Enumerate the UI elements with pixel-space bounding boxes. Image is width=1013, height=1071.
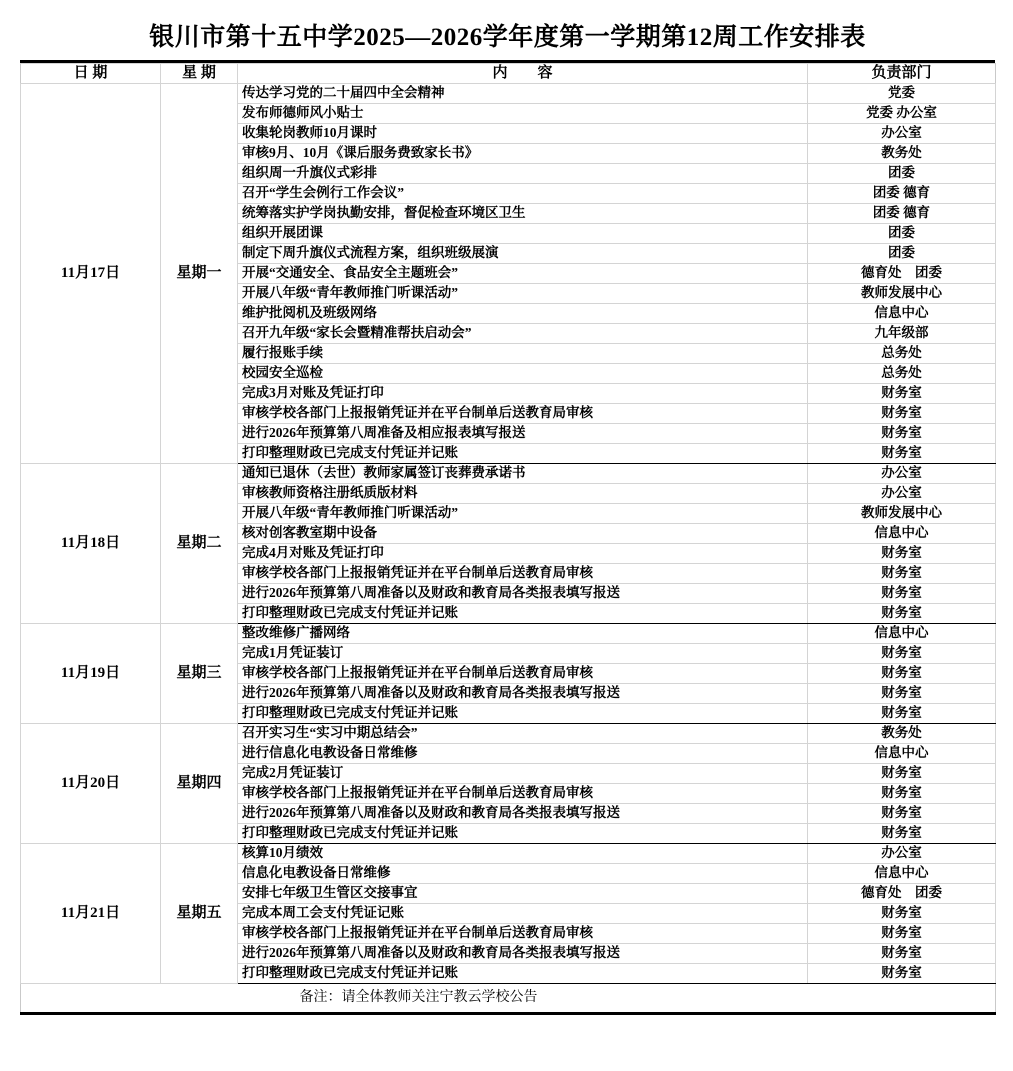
responsible-department-cell: 财务室 xyxy=(808,424,996,444)
task-content-cell: 信息化电教设备日常维修 xyxy=(238,864,808,884)
responsible-department-cell: 党委 xyxy=(808,84,996,104)
responsible-department-cell: 财务室 xyxy=(808,444,996,464)
task-content-cell: 组织开展团课 xyxy=(238,224,808,244)
responsible-department-cell: 德育处 团委 xyxy=(808,884,996,904)
responsible-department-cell: 财务室 xyxy=(808,564,996,584)
document-title-bar xyxy=(20,14,995,63)
task-content-cell: 整改维修广播网络 xyxy=(238,624,808,644)
responsible-department-cell: 办公室 xyxy=(808,124,996,144)
table-row xyxy=(21,84,996,104)
task-content-cell: 打印整理财政已完成支付凭证并记账 xyxy=(238,964,808,984)
responsible-department-cell: 信息中心 xyxy=(808,864,996,884)
task-content-cell: 进行2026年预算第八周准备以及财政和教育局各类报表填写报送 xyxy=(238,804,808,824)
weekday-cell: 星期四 xyxy=(161,724,238,844)
task-content-cell: 完成4月对账及凭证打印 xyxy=(238,544,808,564)
task-content-cell: 审核学校各部门上报报销凭证并在平台制单后送教育局审核 xyxy=(238,924,808,944)
responsible-department-cell: 财务室 xyxy=(808,604,996,624)
responsible-department-cell: 财务室 xyxy=(808,644,996,664)
responsible-department-cell: 办公室 xyxy=(808,464,996,484)
task-content-cell: 核对创客教室期中设备 xyxy=(238,524,808,544)
weekday-cell: 星期三 xyxy=(161,624,238,724)
task-content-cell: 审核学校各部门上报报销凭证并在平台制单后送教育局审核 xyxy=(238,404,808,424)
responsible-department-cell: 财务室 xyxy=(808,684,996,704)
column-header-weekday: 星 期 xyxy=(161,64,238,84)
responsible-department-cell: 教务处 xyxy=(808,724,996,744)
task-content-cell: 审核教师资格注册纸质版材料 xyxy=(238,484,808,504)
column-header-date: 日 期 xyxy=(21,64,161,84)
responsible-department-cell: 党委 办公室 xyxy=(808,104,996,124)
task-content-cell: 开展“交通安全、食品安全主题班会” xyxy=(238,264,808,284)
task-content-cell: 核算10月绩效 xyxy=(238,844,808,864)
responsible-department-cell: 总务处 xyxy=(808,344,996,364)
table-row xyxy=(21,724,996,744)
responsible-department-cell: 教务处 xyxy=(808,144,996,164)
task-content-cell: 传达学习党的二十届四中全会精神 xyxy=(238,84,808,104)
task-content-cell: 打印整理财政已完成支付凭证并记账 xyxy=(238,824,808,844)
responsible-department-cell: 财务室 xyxy=(808,404,996,424)
column-header-department: 负责部门 xyxy=(808,64,996,84)
responsible-department-cell: 财务室 xyxy=(808,944,996,964)
task-content-cell: 维护批阅机及班级网络 xyxy=(238,304,808,324)
weekday-cell: 星期五 xyxy=(161,844,238,984)
responsible-department-cell: 财务室 xyxy=(808,964,996,984)
date-cell: 11月21日 xyxy=(21,844,161,984)
responsible-department-cell: 信息中心 xyxy=(808,524,996,544)
task-content-cell: 打印整理财政已完成支付凭证并记账 xyxy=(238,704,808,724)
header-row xyxy=(21,64,996,84)
page-title: 银川市第十五中学2025—2026学年度第一学期第12周工作安排表 xyxy=(149,23,866,51)
task-content-cell: 打印整理财政已完成支付凭证并记账 xyxy=(238,604,808,624)
task-content-cell: 完成本周工会支付凭证记账 xyxy=(238,904,808,924)
task-content-cell: 进行2026年预算第八周准备及相应报表填写报送 xyxy=(238,424,808,444)
task-content-cell: 完成3月对账及凭证打印 xyxy=(238,384,808,404)
responsible-department-cell: 财务室 xyxy=(808,664,996,684)
task-content-cell: 通知已退休（去世）教师家属签订丧葬费承诺书 xyxy=(238,464,808,484)
table-body xyxy=(21,84,996,984)
column-header-content: 内 容 xyxy=(238,64,808,84)
weekly-schedule-table xyxy=(20,63,996,1015)
responsible-department-cell: 信息中心 xyxy=(808,744,996,764)
task-content-cell: 校园安全巡检 xyxy=(238,364,808,384)
task-content-cell: 收集轮岗教师10月课时 xyxy=(238,124,808,144)
table-row xyxy=(21,464,996,484)
responsible-department-cell: 教师发展中心 xyxy=(808,504,996,524)
task-content-cell: 召开九年级“家长会暨精准帮扶启动会” xyxy=(238,324,808,344)
date-cell: 11月17日 xyxy=(21,84,161,464)
responsible-department-cell: 团委 德育 xyxy=(808,204,996,224)
responsible-department-cell: 总务处 xyxy=(808,364,996,384)
task-content-cell: 召开“学生会例行工作会议” xyxy=(238,184,808,204)
task-content-cell: 发布师德师风小贴士 xyxy=(238,104,808,124)
footer-note-cell xyxy=(21,984,996,1014)
responsible-department-cell: 财务室 xyxy=(808,924,996,944)
responsible-department-cell: 德育处 团委 xyxy=(808,264,996,284)
responsible-department-cell: 信息中心 xyxy=(808,304,996,324)
date-cell: 11月18日 xyxy=(21,464,161,624)
responsible-department-cell: 财务室 xyxy=(808,544,996,564)
responsible-department-cell: 团委 xyxy=(808,224,996,244)
task-content-cell: 审核学校各部门上报报销凭证并在平台制单后送教育局审核 xyxy=(238,784,808,804)
task-content-cell: 打印整理财政已完成支付凭证并记账 xyxy=(238,444,808,464)
task-content-cell: 审核学校各部门上报报销凭证并在平台制单后送教育局审核 xyxy=(238,564,808,584)
task-content-cell: 统筹落实护学岗执勤安排，督促检查环境区卫生 xyxy=(238,204,808,224)
task-content-cell: 开展八年级“青年教师推门听课活动” xyxy=(238,504,808,524)
table-row xyxy=(21,624,996,644)
responsible-department-cell: 财务室 xyxy=(808,804,996,824)
footer-note: 备注：请全体教师关注宁教云学校公告 xyxy=(299,989,538,1005)
responsible-department-cell: 财务室 xyxy=(808,784,996,804)
task-content-cell: 进行信息化电教设备日常维修 xyxy=(238,744,808,764)
responsible-department-cell: 财务室 xyxy=(808,824,996,844)
date-cell: 11月19日 xyxy=(21,624,161,724)
table-header xyxy=(21,64,996,84)
footer-row xyxy=(21,984,996,1014)
task-content-cell: 审核学校各部门上报报销凭证并在平台制单后送教育局审核 xyxy=(238,664,808,684)
task-content-cell: 审核9月、10月《课后服务费致家长书》 xyxy=(238,144,808,164)
responsible-department-cell: 财务室 xyxy=(808,584,996,604)
task-content-cell: 完成2月凭证装订 xyxy=(238,764,808,784)
date-cell: 11月20日 xyxy=(21,724,161,844)
table-footer xyxy=(21,984,996,1014)
responsible-department-cell: 九年级部 xyxy=(808,324,996,344)
responsible-department-cell: 财务室 xyxy=(808,384,996,404)
table-row xyxy=(21,844,996,864)
responsible-department-cell: 团委 xyxy=(808,164,996,184)
task-content-cell: 进行2026年预算第八周准备以及财政和教育局各类报表填写报送 xyxy=(238,944,808,964)
responsible-department-cell: 信息中心 xyxy=(808,624,996,644)
responsible-department-cell: 办公室 xyxy=(808,844,996,864)
task-content-cell: 制定下周升旗仪式流程方案，组织班级展演 xyxy=(238,244,808,264)
responsible-department-cell: 财务室 xyxy=(808,904,996,924)
task-content-cell: 安排七年级卫生管区交接事宜 xyxy=(238,884,808,904)
task-content-cell: 进行2026年预算第八周准备以及财政和教育局各类报表填写报送 xyxy=(238,584,808,604)
responsible-department-cell: 办公室 xyxy=(808,484,996,504)
task-content-cell: 进行2026年预算第八周准备以及财政和教育局各类报表填写报送 xyxy=(238,684,808,704)
responsible-department-cell: 团委 xyxy=(808,244,996,264)
task-content-cell: 召开实习生“实习中期总结会” xyxy=(238,724,808,744)
responsible-department-cell: 财务室 xyxy=(808,704,996,724)
responsible-department-cell: 财务室 xyxy=(808,764,996,784)
task-content-cell: 开展八年级“青年教师推门听课活动” xyxy=(238,284,808,304)
task-content-cell: 组织周一升旗仪式彩排 xyxy=(238,164,808,184)
weekday-cell: 星期一 xyxy=(161,84,238,464)
weekday-cell: 星期二 xyxy=(161,464,238,624)
task-content-cell: 履行报账手续 xyxy=(238,344,808,364)
responsible-department-cell: 团委 德育 xyxy=(808,184,996,204)
responsible-department-cell: 教师发展中心 xyxy=(808,284,996,304)
task-content-cell: 完成1月凭证装订 xyxy=(238,644,808,664)
